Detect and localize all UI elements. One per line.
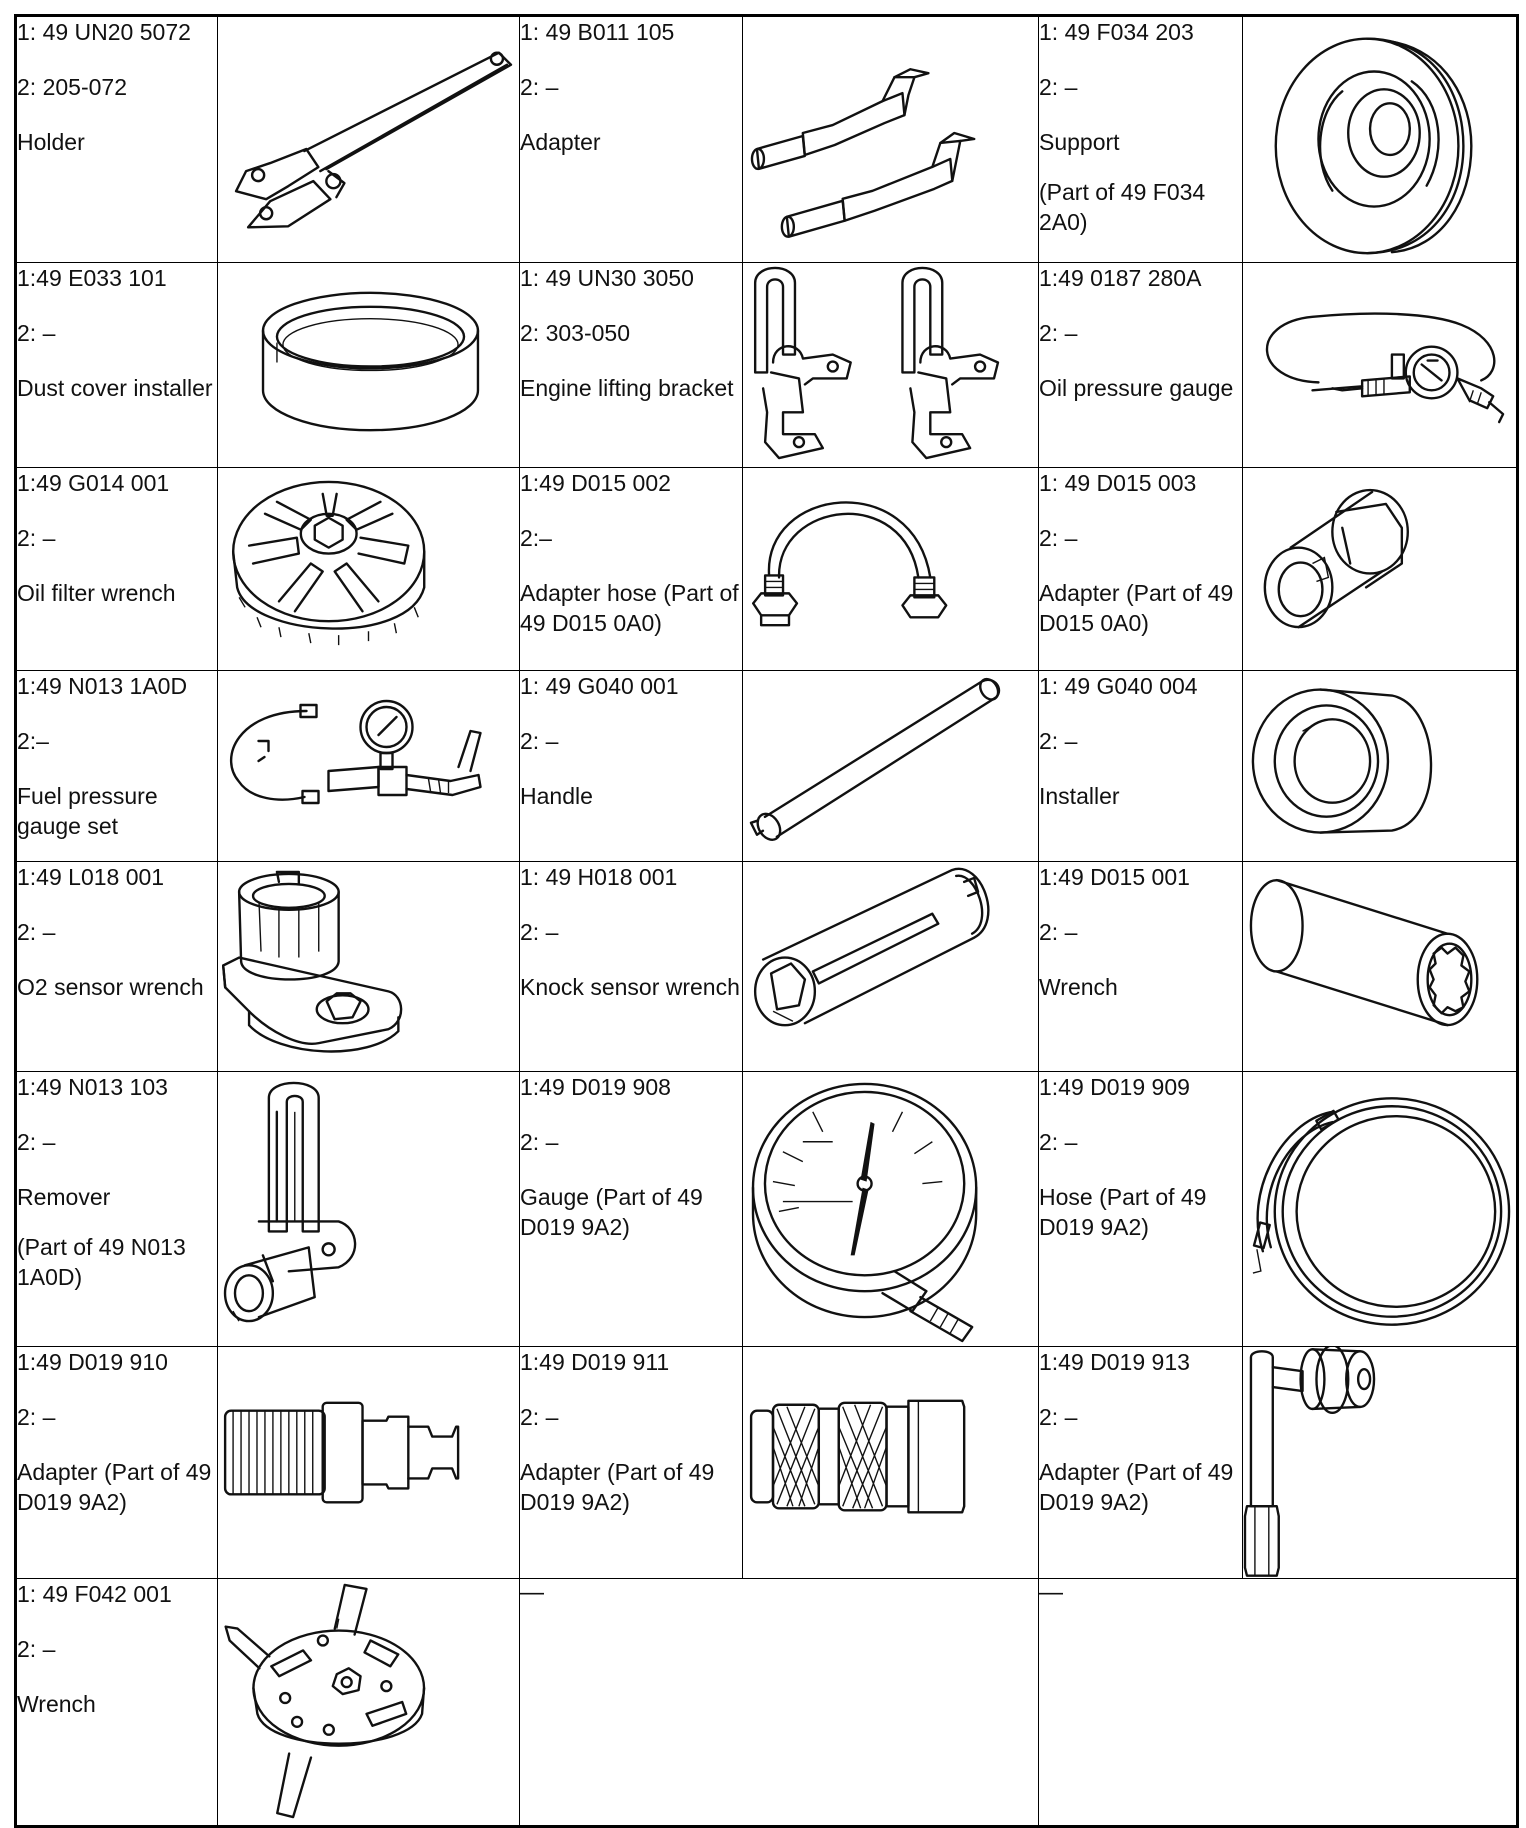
tool-name: Adapter hose (Part of 49 D015 0A0) — [520, 580, 739, 636]
part-number-1: 1:49 G014 001 — [17, 470, 170, 496]
part-number-1: 1: 49 F042 001 — [17, 1581, 172, 1607]
tool-name: Oil filter wrench — [17, 580, 176, 606]
tool-name: Adapter (Part of 49 D015 0A0) — [1039, 580, 1234, 636]
tool-note: (Part of 49 N013 1A0D) — [17, 1234, 186, 1290]
tool-name: Support — [1039, 129, 1120, 155]
table-row — [16, 1072, 1518, 1347]
part-number-1: 1:49 D019 908 — [520, 1074, 671, 1100]
tool-image-cell — [743, 862, 1039, 1072]
part-number-2: 2: – — [520, 919, 559, 945]
tool-info-cell — [16, 263, 218, 468]
part-number-1: 1:49 D019 913 — [1039, 1349, 1190, 1375]
part-number-1: 1:49 L018 001 — [17, 864, 165, 890]
table-row — [16, 263, 1518, 468]
part-number-1: 1: 49 F034 203 — [1039, 19, 1194, 45]
knock-sensor-wrench-icon — [743, 862, 1038, 1071]
tool-image-cell — [1243, 671, 1518, 862]
tool-image-cell — [218, 1072, 520, 1347]
part-number-1: 1:49 0187 280A — [1039, 265, 1202, 291]
adapter-sleeve-icon — [1243, 468, 1516, 670]
tool-image-cell — [218, 1579, 520, 1827]
adapter-hose-icon — [743, 468, 1038, 670]
tool-image-cell — [218, 671, 520, 862]
tool-info-cell — [1039, 1072, 1243, 1347]
part-number-1: 1:49 D015 002 — [520, 470, 671, 496]
tool-image-cell — [743, 1347, 1039, 1579]
part-number-2: 2: – — [520, 1404, 559, 1430]
tool-image-cell — [218, 1347, 520, 1579]
tool-name: Fuel pressure gauge set — [17, 783, 158, 839]
tool-image-cell — [1243, 862, 1518, 1072]
part-number-2: 2: – — [520, 74, 559, 100]
part-number-2: 2: – — [17, 320, 56, 346]
socket-wrench-icon — [1243, 862, 1516, 1071]
tool-image-cell — [743, 16, 1039, 263]
gauge-icon — [743, 1072, 1038, 1346]
tool-info-cell — [520, 16, 743, 263]
tool-info-cell — [1039, 1347, 1243, 1579]
part-number-1: 1: 49 UN30 3050 — [520, 265, 694, 291]
part-number-2: 2: 303-050 — [520, 320, 630, 346]
tool-info-cell — [520, 263, 743, 468]
engine-lifting-bracket-icon — [743, 263, 1038, 467]
tool-info-cell — [1039, 16, 1243, 263]
table-row — [16, 16, 1518, 263]
part-number-1: 1: 49 H018 001 — [520, 864, 678, 890]
handle-icon — [743, 671, 1038, 861]
tool-image-cell — [1243, 263, 1518, 468]
tool-info-cell — [16, 671, 218, 862]
part-number-2: 2: – — [1039, 728, 1078, 754]
tool-name: Adapter (Part of 49 D019 9A2) — [520, 1459, 715, 1515]
tool-info-cell — [1039, 263, 1243, 468]
part-number-1: 1: 49 UN20 5072 — [17, 19, 191, 45]
tool-info-cell — [16, 1347, 218, 1579]
holder-icon — [218, 17, 519, 262]
tool-name: Wrench — [1039, 974, 1118, 1000]
o2-sensor-wrench-icon — [218, 862, 519, 1071]
part-number-1: 1:49 E033 101 — [17, 265, 167, 291]
tool-image-cell — [743, 671, 1039, 862]
tool-image-cell — [743, 263, 1039, 468]
tool-image-cell — [743, 468, 1039, 671]
tool-image-cell — [1243, 1347, 1518, 1579]
support-icon — [1243, 17, 1516, 262]
part-number-2: 2: – — [17, 1636, 56, 1662]
part-number-2: 2: – — [17, 1129, 56, 1155]
empty-cell: — — [520, 1579, 1039, 1827]
part-number-2: 2: 205-072 — [17, 74, 127, 100]
tool-name: Adapter (Part of 49 D019 9A2) — [17, 1459, 212, 1515]
three-jaw-wrench-icon — [218, 1579, 519, 1825]
part-number-1: 1:49 N013 1A0D — [17, 673, 188, 699]
part-number-2: 2: – — [1039, 1404, 1078, 1430]
tool-name: Gauge (Part of 49 D019 9A2) — [520, 1184, 703, 1240]
part-number-2: 2: – — [1039, 320, 1078, 346]
tool-name: Handle — [520, 783, 593, 809]
oil-pressure-gauge-icon — [1243, 263, 1516, 467]
tool-name: Hose (Part of 49 D019 9A2) — [1039, 1184, 1207, 1240]
tool-name: Adapter — [520, 129, 601, 155]
part-number-1: 1:49 D019 909 — [1039, 1074, 1190, 1100]
tool-info-cell — [520, 862, 743, 1072]
tool-name: Knock sensor wrench — [520, 974, 740, 1000]
part-number-2: 2: – — [1039, 525, 1078, 551]
tool-note: (Part of 49 F034 2A0) — [1039, 179, 1206, 235]
tool-info-cell — [16, 1579, 218, 1827]
table-row — [16, 671, 1518, 862]
tool-image-cell — [1243, 468, 1518, 671]
elbow-adapter-icon — [1243, 1347, 1516, 1578]
table-row — [16, 1347, 1518, 1579]
tool-info-cell — [16, 468, 218, 671]
adapter-pins-icon — [743, 17, 1038, 262]
tool-info-cell — [16, 1072, 218, 1347]
tool-info-cell — [520, 1072, 743, 1347]
threaded-adapter-icon — [218, 1347, 519, 1578]
part-number-1: 1:49 D015 001 — [1039, 864, 1190, 890]
tool-name: O2 sensor wrench — [17, 974, 204, 1000]
part-number-2: 2: – — [1039, 919, 1078, 945]
tool-name: Holder — [17, 129, 85, 155]
part-number-2: 2:– — [520, 525, 552, 551]
part-number-2: 2: – — [17, 1404, 56, 1430]
quick-coupler-icon — [743, 1347, 1038, 1578]
tool-image-cell — [1243, 16, 1518, 263]
tool-info-cell — [520, 671, 743, 862]
remover-icon — [218, 1072, 519, 1346]
tool-info-cell — [520, 468, 743, 671]
hose-coil-icon — [1243, 1072, 1516, 1346]
tool-name: Wrench — [17, 1691, 96, 1717]
part-number-2: 2: – — [1039, 74, 1078, 100]
tool-image-cell — [743, 1072, 1039, 1347]
empty-cell: — — [1039, 1579, 1518, 1827]
tool-image-cell — [218, 862, 520, 1072]
installer-icon — [1243, 671, 1516, 861]
tool-name: Engine lifting bracket — [520, 375, 734, 401]
part-number-2: 2: – — [1039, 1129, 1078, 1155]
part-number-2: 2:– — [17, 728, 49, 754]
dust-cover-installer-icon — [218, 263, 519, 467]
table-row — [16, 1579, 1518, 1827]
part-number-2: 2: – — [17, 525, 56, 551]
table-row — [16, 468, 1518, 671]
fuel-pressure-gauge-set-icon — [218, 671, 519, 861]
part-number-1: 1: 49 G040 004 — [1039, 673, 1198, 699]
part-number-1: 1:49 D019 910 — [17, 1349, 168, 1375]
table-row — [16, 862, 1518, 1072]
tool-info-cell — [1039, 468, 1243, 671]
tool-image-cell — [218, 263, 520, 468]
tool-info-cell — [16, 862, 218, 1072]
oil-filter-wrench-icon — [218, 468, 519, 670]
tool-image-cell — [1243, 1072, 1518, 1347]
tool-image-cell — [218, 16, 520, 263]
tool-name: Remover — [17, 1184, 111, 1210]
tool-name: Installer — [1039, 783, 1120, 809]
special-tools-table — [14, 14, 1519, 1828]
tool-name: Oil pressure gauge — [1039, 375, 1234, 401]
tool-name: Adapter (Part of 49 D019 9A2) — [1039, 1459, 1234, 1515]
part-number-1: 1:49 N013 103 — [17, 1074, 168, 1100]
tool-info-cell — [16, 16, 218, 263]
tool-info-cell — [520, 1347, 743, 1579]
tool-image-cell — [218, 468, 520, 671]
part-number-1: 1: 49 B011 105 — [520, 19, 675, 45]
part-number-2: 2: – — [520, 728, 559, 754]
tool-info-cell — [1039, 862, 1243, 1072]
part-number-2: 2: – — [520, 1129, 559, 1155]
part-number-1: 1: 49 D015 003 — [1039, 470, 1197, 496]
tool-info-cell — [1039, 671, 1243, 862]
part-number-1: 1:49 D019 911 — [520, 1349, 670, 1375]
part-number-2: 2: – — [17, 919, 56, 945]
part-number-1: 1: 49 G040 001 — [520, 673, 679, 699]
tool-name: Dust cover installer — [17, 375, 213, 401]
